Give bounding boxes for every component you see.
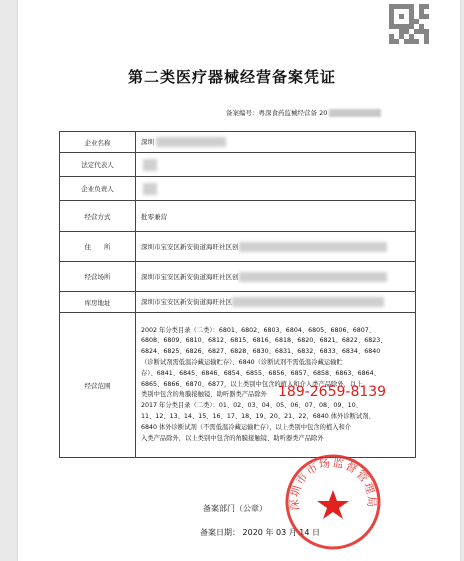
- scope-line: 11、12、13、14、15、16、17、18、19、20、21、22，6840 体外诊断试剂、: [141, 412, 375, 420]
- redaction-mask: [143, 183, 157, 195]
- warehouse-text: 深圳市宝安区新安街道海旺社区: [141, 298, 232, 306]
- filing-date: 备案日期： 2020 年 03 月 14 日: [200, 528, 320, 537]
- enterprise-name-text: 深圳: [141, 138, 154, 146]
- row-label-business-mode: 经营方式: [60, 201, 136, 232]
- row-label-legal-rep: 法定代表人: [60, 153, 136, 177]
- record-number: [226, 108, 381, 117]
- table-row: [60, 132, 416, 153]
- table-row: [60, 177, 416, 201]
- redaction-mask: [143, 159, 157, 171]
- filing-department: 备案部门（公章）: [203, 504, 267, 513]
- row-value-legal-rep: [136, 153, 416, 177]
- scope-line: 2002 年分类目录（二类）：6801、6802、6803、6804、6805、6806、6807、: [141, 326, 376, 334]
- row-label-residence: 住 所: [60, 232, 136, 262]
- redaction-mask: [239, 242, 387, 252]
- info-table: [59, 131, 416, 458]
- phone-watermark: 189-2659-8139: [278, 384, 387, 400]
- redaction-mask: [389, 4, 429, 44]
- table-row: [60, 201, 416, 232]
- row-value-enterprise-name: [136, 132, 416, 153]
- qr-code: [389, 4, 429, 44]
- scope-line: 2017 年分类目录（二类）：01、02、03、04、05、06、07、08、09、10、: [141, 402, 362, 410]
- row-label-business-site: 经营场所: [60, 262, 136, 292]
- redaction-mask: [329, 109, 381, 117]
- scope-line: 6840 体外诊断试剂（不需低温冷藏运输贮存），以上类别中包含的植入和介: [141, 423, 352, 431]
- seal-text: 深圳市市场监督管理局: [287, 456, 379, 511]
- residence-text: 深圳市宝安区新安街道海旺社区创: [141, 242, 239, 251]
- table-row: [60, 292, 416, 313]
- scope-line: 存）、6841、6845、6846、6854、6855、6856、6857、6858、6863、6864、: [141, 369, 380, 377]
- table-row: [60, 262, 416, 292]
- table-row: [60, 153, 416, 177]
- row-label-enterprise-name: 企业名称: [60, 132, 136, 153]
- scope-line: 类别中包含的角膜接触镜、助听器类产品除外: [141, 391, 267, 399]
- scope-line: 6824、6825、6826、6827、6828、6830、6831、6832、6833、6834、6840: [141, 348, 381, 356]
- row-value-warehouse: [136, 292, 416, 313]
- document-title: 第二类医疗器械经营备案凭证: [127, 68, 336, 86]
- redaction-mask: [239, 272, 387, 282]
- scope-line: （诊断试剂需低温冷藏运输贮存）、6840（诊断试剂不需低温冷藏运输贮: [141, 359, 343, 366]
- row-label-scope: 经营范围: [60, 313, 136, 458]
- redaction-mask: [156, 137, 226, 147]
- row-value-residence: [136, 232, 416, 262]
- row-value-business-mode: 批零兼营: [136, 201, 416, 232]
- scope-line: 6865、6866、6870、6877，以上类别中包含的植入和介入类产品除外，以上: [141, 380, 363, 388]
- row-label-person-in-charge: 企业负责人: [60, 177, 136, 201]
- row-value-person-in-charge: [136, 177, 416, 201]
- row-label-warehouse: 库房地址: [60, 292, 136, 313]
- scope-line: 入类产品除外，以上类别中包含的角膜接触镜、助听器类产品除外: [141, 434, 324, 442]
- row-value-business-site: [136, 262, 416, 292]
- table-row: [60, 232, 416, 262]
- seal-star-icon: [317, 490, 349, 519]
- record-number-label: 备案编号：粤深食药监械经营备 20: [226, 109, 328, 117]
- business-site-text: 深圳市宝安区新安街道海旺社区创: [141, 272, 239, 281]
- scope-line: 6808、6809、6810、6812、6815、6816、6818、6820、6821、6822、6823、: [141, 337, 387, 345]
- official-seal: [283, 452, 383, 552]
- redaction-mask: [232, 297, 384, 307]
